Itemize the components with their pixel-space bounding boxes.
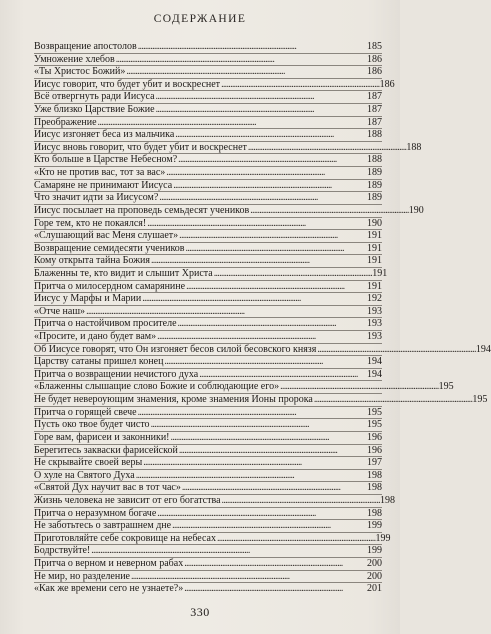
dot-leader	[314, 394, 472, 406]
toc-entry	[34, 570, 382, 583]
toc-entry	[34, 456, 382, 469]
dot-leader	[86, 306, 366, 318]
dot-leader	[317, 344, 475, 356]
dot-leader	[126, 66, 366, 78]
toc-entry-title: Притча о милосердном самарянине	[34, 280, 186, 292]
toc-entry-title: Уже близко Царствие Божие	[34, 104, 155, 116]
dot-leader	[156, 104, 366, 116]
dot-leader	[142, 293, 366, 305]
page-header: СОДЕРЖАНИЕ	[153, 13, 247, 25]
toc-entry-page: 195	[367, 406, 382, 418]
toc-entry	[34, 330, 382, 343]
dot-leader	[175, 129, 366, 141]
toc-entry-page: 199	[375, 532, 391, 544]
dot-leader	[221, 79, 379, 91]
toc-entry	[34, 557, 382, 570]
toc-entry-page: 198	[367, 469, 382, 481]
toc-entry-page: 188	[367, 129, 382, 141]
toc-entry-page: 187	[367, 116, 382, 128]
toc-entry-page: 200	[367, 557, 382, 569]
toc-entry-page: 193	[367, 305, 382, 317]
toc-entry-title: Умножение хлебов	[34, 53, 115, 65]
toc-entry	[34, 469, 382, 482]
toc-entry	[34, 65, 382, 78]
toc-entry	[34, 380, 454, 393]
toc-entry-page: 198	[367, 482, 382, 494]
toc-entry-page: 199	[367, 545, 382, 557]
toc-entry-page: 191	[367, 242, 382, 254]
toc-entry	[34, 53, 382, 66]
toc-entry	[34, 116, 382, 129]
dot-leader	[157, 508, 366, 520]
toc-entry-title: Блаженны те, кто видит и слышит Христа	[34, 267, 213, 279]
toc-entry	[34, 41, 382, 53]
toc-entry-title: Самаряне не принимают Иисуса	[34, 179, 173, 191]
toc-entry	[34, 90, 382, 103]
dot-leader	[214, 268, 372, 280]
toc-entry-title: Об Иисусе говорят, что Он изгоняет бесов силой бесовского князя	[34, 343, 317, 355]
toc-entry-page: 196	[367, 431, 382, 443]
toc-entry-page: 188	[406, 141, 422, 153]
dot-leader	[91, 545, 366, 557]
toc-entry-page: 193	[367, 318, 382, 330]
dot-leader	[166, 167, 366, 179]
toc-entry-title: Горе вам, фарисеи и законники!	[34, 431, 170, 443]
toc-entry	[34, 406, 382, 419]
toc-entry-page: 200	[367, 570, 382, 582]
toc-entry	[34, 166, 382, 179]
dot-leader	[172, 520, 366, 532]
toc-entry-page: 191	[367, 230, 382, 242]
dot-leader	[151, 255, 366, 267]
toc-entry-page: 196	[367, 444, 382, 456]
page-number: 330	[190, 605, 210, 619]
toc-entry	[34, 507, 382, 520]
toc-entry-title: Всё отвергнуть ради Иисуса	[34, 91, 155, 103]
toc-entry-page: 192	[367, 293, 382, 305]
toc-entry-title: Жизнь человека не зависит от его богатства	[34, 494, 221, 506]
toc-entry-page: 191	[372, 267, 388, 279]
dot-leader	[186, 281, 366, 293]
dot-leader	[131, 571, 366, 583]
toc-entry-title: Иисус вновь говорит, что будет убит и воскреснет	[34, 141, 247, 153]
dot-leader	[179, 230, 366, 242]
toc-entry	[34, 267, 388, 280]
toc-entry-page: 190	[408, 204, 424, 216]
toc-entry-title: «Кто не против вас, тот за вас»	[34, 167, 166, 179]
toc-entry-title: «Просите, и дано будет вам»	[34, 331, 157, 343]
toc-entry	[34, 519, 382, 532]
toc-entry	[34, 393, 488, 406]
dot-leader	[184, 583, 366, 595]
toc-entry-title: «Ты Христос Божий»	[34, 66, 126, 78]
toc-entry-page: 195	[472, 394, 488, 406]
toc-entry-page: 195	[367, 419, 382, 431]
toc-entry-page: 187	[367, 91, 382, 103]
toc-entry	[34, 544, 382, 557]
dot-leader	[173, 180, 366, 192]
dot-leader	[248, 142, 406, 154]
toc-entry-title: «Как же времени сего не узнаете?»	[34, 583, 184, 595]
dot-leader	[138, 41, 366, 53]
dot-leader	[217, 533, 375, 545]
toc-entry	[34, 481, 382, 494]
dot-leader	[151, 419, 366, 431]
dot-leader	[147, 218, 366, 230]
toc-entry-page: 198	[367, 507, 382, 519]
toc-entry	[34, 191, 382, 204]
toc-entry-title: Кто больше в Царстве Небесном?	[34, 154, 178, 166]
toc-entry-page: 187	[367, 104, 382, 116]
toc-entry-page: 191	[367, 280, 382, 292]
toc-entry	[34, 217, 382, 230]
toc-entry-page: 186	[367, 66, 382, 78]
toc-entry-page: 194	[475, 343, 491, 355]
toc-entry	[34, 582, 382, 595]
toc-entry-title: Преображение	[34, 116, 97, 128]
toc-entry	[34, 153, 382, 166]
toc-entry	[34, 141, 422, 154]
toc-entry-title: Притча о горящей свече	[34, 406, 137, 418]
toc-entry	[34, 179, 382, 192]
toc-entry-page: 189	[367, 167, 382, 179]
toc-entry	[34, 368, 382, 381]
toc-entry-title: Кому открыта тайна Божия	[34, 255, 150, 267]
toc-entry-page: 186	[367, 53, 382, 65]
dot-leader	[222, 495, 380, 507]
toc-entry	[34, 494, 396, 507]
toc-entry-title: Приготовляйте себе сокровище на небесах	[34, 532, 216, 544]
toc-entry-title: Притча о возвращении нечистого духа	[34, 368, 199, 380]
toc-entry-page: 189	[367, 192, 382, 204]
toc-entry-page: 199	[367, 520, 382, 532]
dot-leader	[280, 381, 438, 393]
toc-entry-page: 193	[367, 331, 382, 343]
dot-leader	[159, 192, 366, 204]
toc-entry-title: Притча о верном и неверном рабах	[34, 557, 184, 569]
dot-leader	[157, 331, 366, 343]
toc-entry-page: 198	[380, 494, 396, 506]
dot-leader	[171, 432, 366, 444]
toc-entry	[34, 431, 382, 444]
table-of-contents	[34, 41, 491, 595]
toc-entry-title: Возвращение апостолов	[34, 41, 137, 52]
toc-entry-title: «Блаженны слышащие слово Божие и соблюдающие его»	[34, 381, 280, 393]
toc-entry-page: 194	[367, 368, 382, 380]
toc-entry	[34, 280, 382, 293]
toc-entry	[34, 317, 382, 330]
dot-leader	[178, 318, 366, 330]
toc-entry	[34, 292, 382, 305]
toc-entry-page: 201	[367, 583, 382, 595]
dot-leader	[184, 558, 366, 570]
toc-entry-page: 189	[367, 179, 382, 191]
toc-entry	[34, 355, 382, 368]
toc-entry-page: 190	[367, 217, 382, 229]
toc-entry-title: Бодрствуйте!	[34, 545, 91, 557]
toc-entry-title: Возвращение семидесяти учеников	[34, 242, 185, 254]
dot-leader	[186, 243, 366, 255]
toc-entry	[34, 103, 382, 116]
toc-entry-title: Не будет невероующим знамения, кроме знамения Ионы пророка	[34, 394, 313, 406]
toc-entry-title: Не мир, но разделение	[34, 570, 130, 582]
dot-leader	[136, 470, 366, 482]
toc-entry	[34, 242, 382, 255]
dot-leader	[164, 356, 366, 368]
toc-entry-title: Берегитесь закваски фарисейской	[34, 444, 178, 456]
toc-entry-page: 185	[367, 41, 382, 52]
toc-entry-page: 186	[379, 78, 395, 90]
toc-entry-title: Иисус посылает на проповедь семьдесят учеников	[34, 204, 250, 216]
toc-entry-page: 191	[367, 255, 382, 267]
toc-entry	[34, 444, 382, 457]
toc-entry-title: Иисус говорит, что будет убит и воскреснет	[34, 78, 221, 90]
toc-entry-title: О хуле на Святого Духа	[34, 469, 135, 481]
toc-entry	[34, 128, 382, 141]
toc-entry-title: Притча о неразумном богаче	[34, 507, 157, 519]
toc-entry-title: Царству сатаны пришел конец	[34, 356, 164, 368]
toc-entry-title: «Святой Дух научит вас в тот час»	[34, 482, 181, 494]
toc-entry	[34, 532, 391, 545]
toc-entry-title: Иисус изгоняет беса из мальчика	[34, 129, 175, 141]
toc-entry-title: «Отче наш»	[34, 305, 86, 317]
toc-entry-page: 188	[367, 154, 382, 166]
toc-entry-title: Горе тем, кто не покаялся!	[34, 217, 147, 229]
toc-entry-title: Что значит идти за Иисусом?	[34, 192, 159, 204]
dot-leader	[199, 369, 366, 381]
dot-leader	[182, 482, 366, 494]
toc-entry-page: 194	[367, 356, 382, 368]
dot-leader	[143, 457, 366, 469]
dot-leader	[156, 91, 366, 103]
toc-entry	[34, 305, 382, 318]
dot-leader	[98, 117, 366, 129]
toc-entry	[34, 229, 382, 242]
toc-entry-title: Пусть око твое будет чисто	[34, 419, 150, 431]
toc-entry-title: Иисус у Марфы и Марии	[34, 293, 142, 305]
dot-leader	[250, 205, 408, 217]
dot-leader	[178, 154, 366, 166]
toc-entry	[34, 254, 382, 267]
dot-leader	[116, 54, 366, 66]
toc-entry-title: Притча о настойчивом просителе	[34, 318, 177, 330]
toc-entry-title: «Слушающий вас Меня слушает»	[34, 230, 179, 242]
toc-entry-title: Не скрывайте своей веры	[34, 457, 143, 469]
dot-leader	[179, 445, 366, 457]
toc-entry	[34, 204, 424, 217]
toc-entry	[34, 343, 491, 356]
toc-entry	[34, 78, 395, 91]
toc-entry-title: Не заботьтесь о завтрашнем дне	[34, 520, 172, 532]
toc-entry-page: 197	[367, 457, 382, 469]
toc-entry-page: 195	[438, 381, 454, 393]
toc-entry	[34, 418, 382, 431]
dot-leader	[138, 407, 366, 419]
